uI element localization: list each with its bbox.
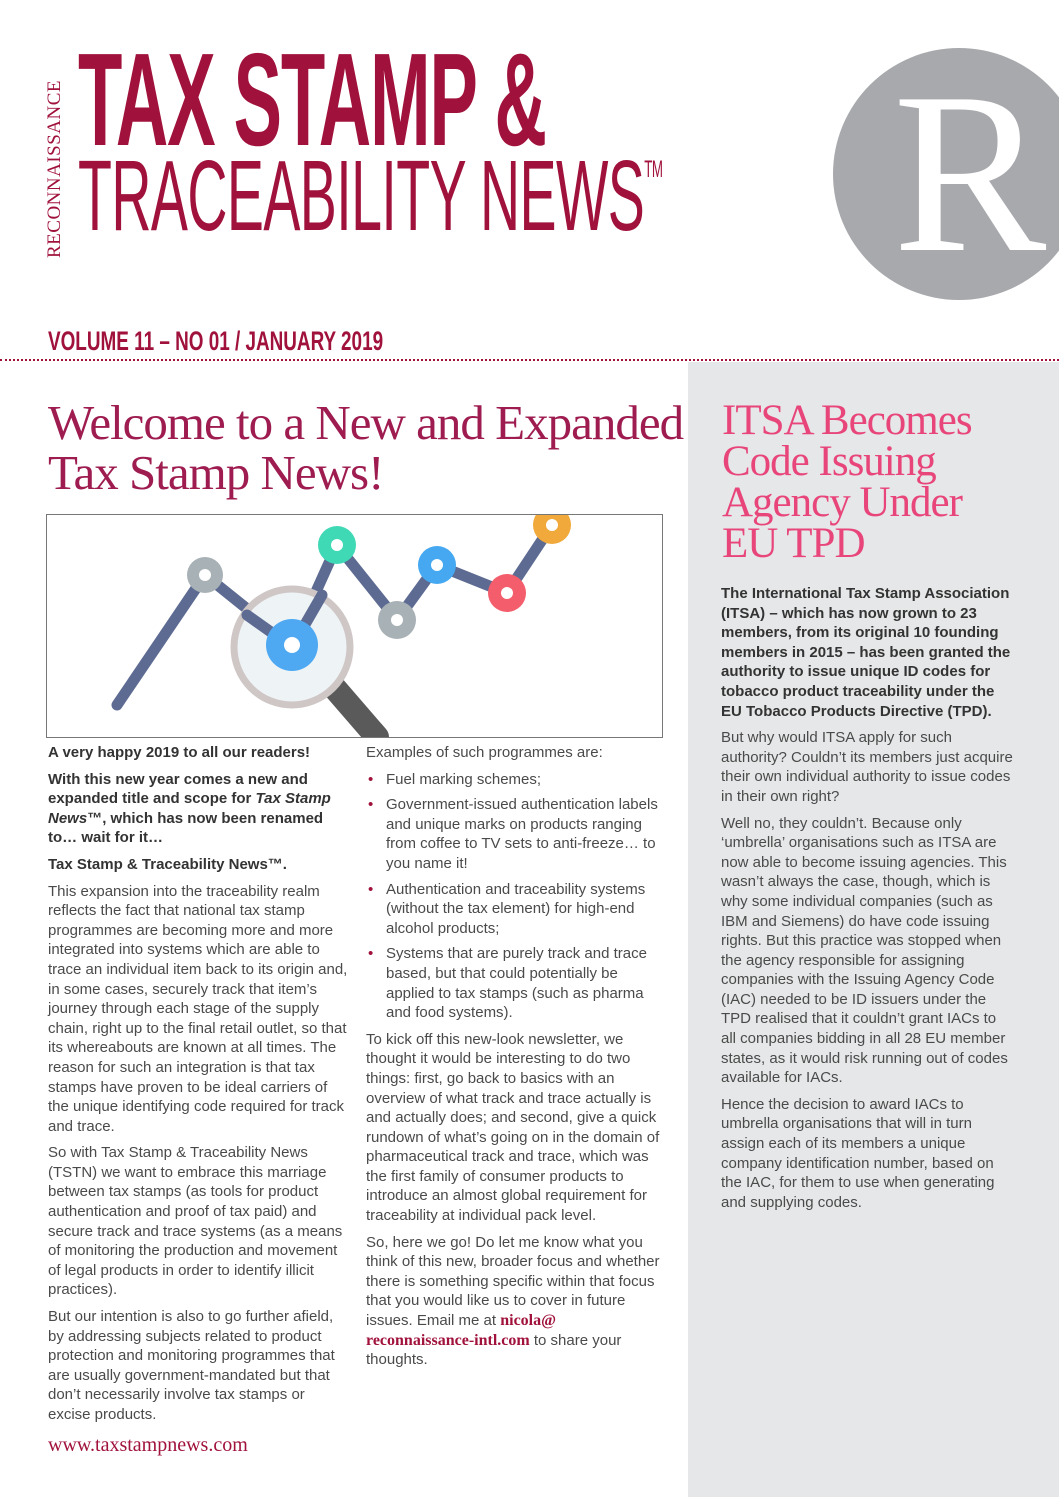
- list-item-text: Authentication and traceability systems (without the tax element) for high-end alcohol products;: [386, 880, 646, 937]
- bullet-icon: •: [368, 770, 374, 788]
- new-name: Tax Stamp & Traceability News™.: [48, 855, 287, 873]
- list-item: [366, 770, 661, 790]
- publisher-name: RECONNAISSANCE: [44, 79, 65, 258]
- list-item: [366, 880, 661, 939]
- list-item: [366, 944, 661, 1022]
- masthead-title-text: TRACEABILITY NEWS: [78, 140, 645, 252]
- paragraph: This expansion into the traceability realm reflects the fact that national tax stamp programmes are becoming more and more integrated into systems which are able to trace an individual item back to its origin and, in some cases, securely track that item’s journey through each stage of the supply chain, right up to the final retail outlet, so that its whereabouts are known at all times. The reason for such an integration is that tax stamps have proven to be ideal carriers of the unique identifying code required for track and trace.: [48, 882, 348, 1135]
- closing-text-end: to share your thoughts.: [366, 1331, 622, 1369]
- intro-text: A very happy 2019 to all our readers!: [48, 744, 311, 761]
- line-graph-magnifier-icon: [47, 515, 662, 737]
- paragraph: But why would ITSA apply for such authority? Couldn’t its members just acquire their own individual authority to issue codes in their own right?: [721, 729, 1013, 805]
- paragraph: So with Tax Stamp & Traceability News (TSTN) we want to embrace this marriage between tax stamps (as tools for product authentication and proof of tax paid) and secure track and trace systems (as a means of monitoring the production and movement of legal products in order to identify illicit practices).: [48, 1144, 343, 1299]
- sidebar-article: [721, 584, 1013, 1219]
- bullet-icon: •: [368, 945, 374, 963]
- logo-letter: R: [893, 45, 1047, 300]
- bullet-icon: •: [368, 796, 374, 814]
- sidebar-lead: The International Tax Stamp Association (ITSA) – which has now grown to 23 members, from its original 10 founding members in 2015 – has been granted the authority to issue unique ID codes for tobacco product traceability under the EU Tobacco Products Directive (TPD).: [721, 585, 1011, 720]
- main-article-column-2: [366, 743, 661, 1377]
- analytics-illustration: [46, 514, 663, 738]
- sidebar-headline: ITSA Becomes Code Issuing Agency Under EU TPD: [722, 397, 972, 567]
- lead-text-end: ™, which has now been renamed to… wait for it…: [48, 809, 324, 847]
- examples-intro: Examples of such programmes are:: [366, 744, 603, 761]
- email-link[interactable]: nicola@ reconnaissance-intl.com: [366, 1312, 556, 1349]
- closing-text: So, here we go! Do let me know what you think of this new, broader focus and whether there is something specific within that focus that you would like us to cover in future issues. Email me at: [366, 1233, 660, 1330]
- masthead-title-line2: [78, 140, 663, 252]
- masthead-title-line1: TAX STAMP &: [78, 26, 546, 173]
- bullet-icon: •: [368, 880, 374, 898]
- lead-text: With this new year comes a new and expanded title and scope for: [48, 770, 308, 808]
- paragraph: To kick off this new-look newsletter, we thought it would be interesting to do two things: first, go back to basics with an overview of what track and trace actually is and actually does; and second, give a quick rundown of what’s going on in the domain of pharmaceutical track and trace, which was the first family of consumer products to introduce an almost global requirement for traceability at individual pack level.: [366, 1030, 660, 1225]
- paragraph: Well no, they couldn’t. Because only ‘umbrella’ organisations such as ITSA are now able to become issuing agencies. This wasn’t always the case, though, which is why some individual companies (such as IBM and Siemens) do have code issuing rights. But this practice was stopped when the agency responsible for assigning companies with the Issuing Agency Code (IAC) needed to be ID issuers under the TPD realised that it couldn’t grant IACs to all companies bidding in all 28 EU member states, as it would risk running out of codes available for IACs.: [721, 814, 1008, 1087]
- list-item: [366, 795, 661, 873]
- list-item-text: Fuel marking schemes;: [386, 770, 542, 788]
- paragraph: Hence the decision to award IACs to umbrella organisations that will in turn assign each of its members a unique company identification number, based on the IAC, for them to use when generating and supplying codes.: [721, 1095, 995, 1211]
- list-item-text: Government-issued authentication labels and unique marks on products ranging from coffee to TV sets to anti-freeze… to you name it!: [386, 796, 658, 872]
- main-article-column-1: [48, 743, 348, 1432]
- closing-paragraph: [366, 1233, 661, 1370]
- lead-italic: Tax Stamp News: [48, 790, 331, 827]
- list-item-text: Systems that are purely track and trace based, but that could potentially be applied to tax stamps (such as pharma and food systems).: [386, 945, 647, 1022]
- main-headline: Welcome to a New and Expanded Tax Stamp News!: [48, 395, 684, 500]
- dotted-divider: [0, 359, 1059, 361]
- issue-line: VOLUME 11 – NO 01 / JANUARY 2019: [48, 326, 384, 356]
- lead-paragraph: [48, 770, 348, 848]
- trademark: TM: [644, 156, 663, 183]
- website-link[interactable]: www.taxstampnews.com: [48, 1434, 248, 1456]
- paragraph: But our intention is also to go further afield, by addressing subjects related to product protection and monitoring programmes that are usually government-mandated but that don’t necessarily involve tax stamps or excise products.: [48, 1308, 335, 1423]
- examples-list: [366, 770, 661, 1023]
